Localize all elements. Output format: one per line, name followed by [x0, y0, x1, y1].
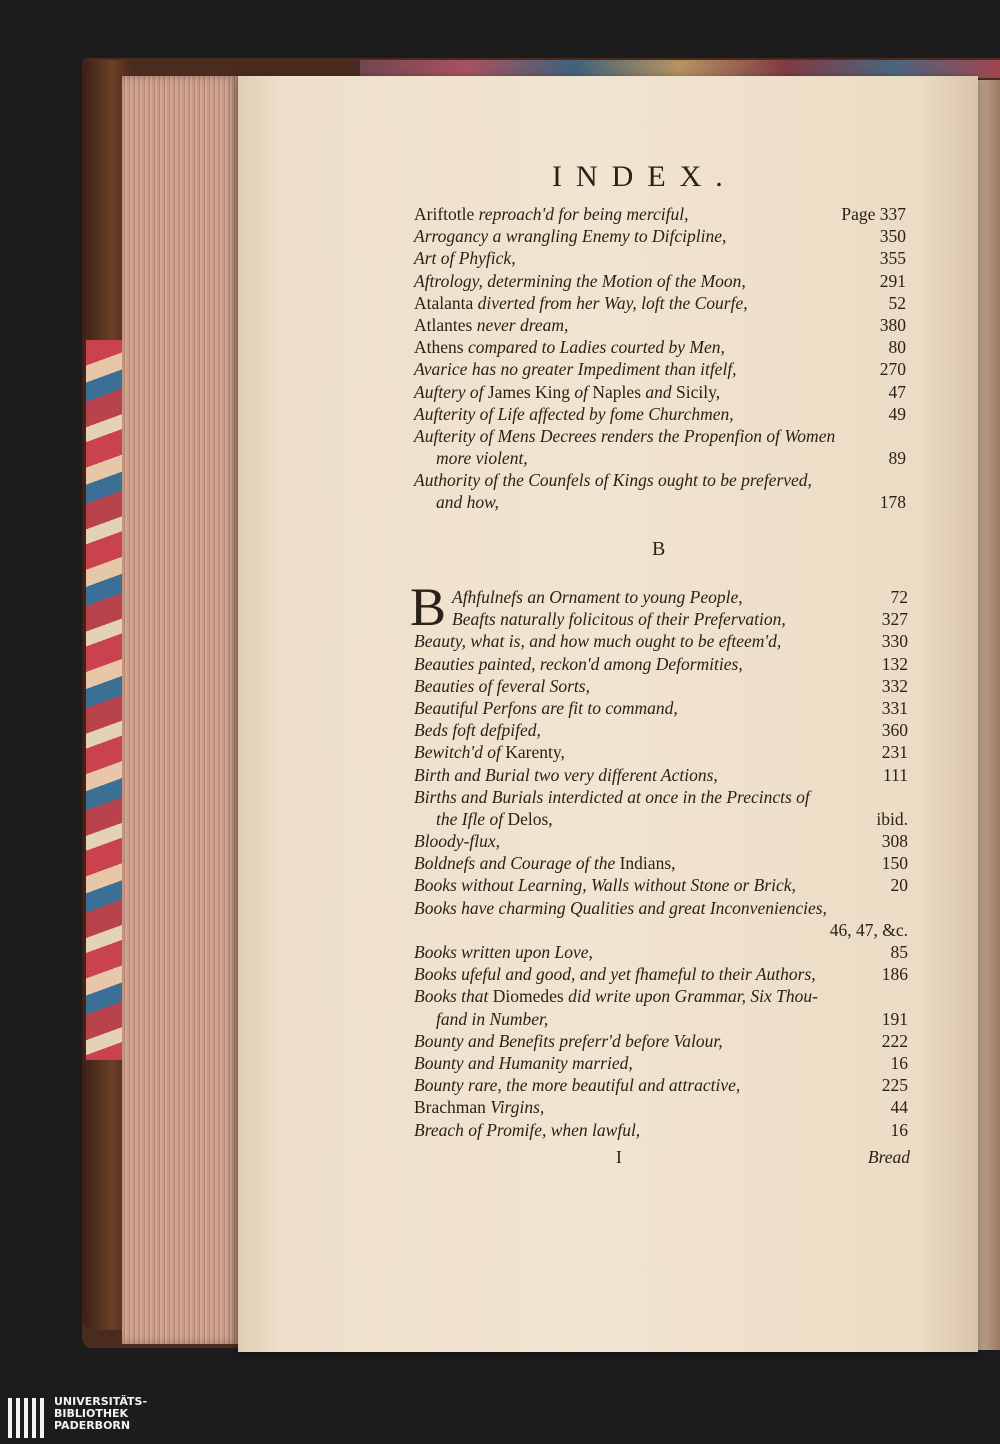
- entry-page-number: 46, 47, &c.: [829, 919, 908, 940]
- entry-term: Authority of the Counfels of Kings ought to be preferved,: [414, 470, 812, 491]
- entry-term: and: [645, 381, 677, 402]
- entry-term: Atalanta: [414, 292, 478, 313]
- index-entry: [414, 630, 908, 652]
- entry-term: Ariftotle: [414, 204, 479, 224]
- index-entry: [414, 225, 906, 247]
- index-entries-a: [414, 203, 906, 514]
- logo-line-2: BIBLIOTHEK: [54, 1407, 129, 1420]
- entry-page-number: 332: [881, 675, 908, 696]
- index-entry: [414, 586, 908, 608]
- entry-term: Births and Burials interdicted at once in the Precincts of: [414, 786, 810, 807]
- entry-term: reproach'd for being merciful,: [478, 204, 689, 224]
- entry-term: Boldnefs and Courage of the: [414, 853, 620, 874]
- index-entry: [414, 1052, 908, 1074]
- index-entry: [414, 675, 908, 697]
- index-entry: [414, 852, 908, 874]
- index-entry: [414, 963, 908, 985]
- index-entry: [414, 1008, 908, 1030]
- entry-page-number: 85: [890, 942, 908, 962]
- index-entry: [414, 270, 906, 292]
- entry-term: Auftery of: [414, 381, 488, 402]
- index-entry: [414, 491, 906, 513]
- entry-term: Beauties painted, reckon'd among Deformities,: [414, 653, 743, 674]
- entry-term: Karenty,: [505, 742, 565, 763]
- index-entry: [414, 919, 908, 941]
- entry-term: Sicily,: [676, 381, 721, 402]
- index-entry: [414, 653, 908, 675]
- index-entry: [414, 336, 906, 358]
- entry-term: Beds foft defpifed,: [414, 720, 541, 741]
- entry-page-number: 330: [881, 631, 908, 652]
- entry-term: Bloody-flux,: [414, 831, 501, 852]
- entry-page-number: 89: [888, 448, 906, 469]
- index-entry: [414, 1096, 908, 1118]
- entry-page-number: 20: [890, 875, 908, 896]
- entry-page-number: 360: [881, 720, 908, 741]
- entry-term: Delos,: [507, 808, 553, 829]
- entry-term: diverted from her Way, loft the Courfe,: [477, 292, 748, 313]
- entry-page-number: 380: [879, 314, 906, 335]
- entry-term: did write upon Grammar, Six Thou-: [568, 986, 818, 1007]
- entry-term: fand in Number,: [436, 1008, 549, 1029]
- entry-term: Athens: [414, 337, 468, 358]
- index-entry: [414, 1030, 908, 1052]
- index-entry: [414, 985, 908, 1007]
- index-entry: [414, 941, 908, 963]
- index-entry: [414, 381, 906, 403]
- index-entry: [414, 786, 908, 808]
- entry-page-number: 355: [879, 248, 906, 269]
- section-letter: B: [652, 538, 666, 560]
- page-header: INDEX.: [552, 160, 737, 193]
- drop-cap: B: [410, 577, 447, 637]
- index-entry: [414, 608, 908, 630]
- entry-term: Virgins,: [490, 1097, 545, 1118]
- entry-term: Aufterity of Mens Decrees renders the Propenfion of Women: [414, 425, 836, 446]
- entry-term: Afhfulnefs an Ornament to young People,: [452, 587, 743, 607]
- index-entry: [414, 403, 906, 425]
- index-entry: [414, 447, 906, 469]
- entry-term: the Ifle of: [436, 808, 508, 829]
- index-entry: [414, 874, 908, 896]
- entry-page-number: 327: [881, 609, 908, 630]
- entry-term: never dream,: [476, 314, 569, 335]
- index-entry: [414, 247, 906, 269]
- index-entry: [414, 203, 906, 225]
- index-entry: [414, 764, 908, 786]
- entry-page-number: 191: [881, 1008, 908, 1029]
- entry-term: Beauty, what is, and how much ought to be efteem'd,: [414, 631, 782, 652]
- entry-term: Atlantes: [414, 314, 477, 335]
- entry-term: Diomedes: [492, 986, 569, 1007]
- index-entry: [414, 292, 906, 314]
- entry-term: Bounty rare, the more beautiful and attractive,: [414, 1075, 741, 1096]
- entry-term: Arrogancy a wrangling Enemy to Difcipline,: [414, 226, 727, 247]
- entry-term: Breach of Promife, when lawful,: [414, 1119, 641, 1140]
- entry-page-number: 222: [881, 1030, 908, 1051]
- index-entry: [414, 425, 906, 447]
- entry-term: Bounty and Humanity married,: [414, 1052, 633, 1073]
- logo-line-1: UNIVERSITÄTS-: [54, 1395, 148, 1408]
- entry-page-number: 291: [879, 270, 906, 291]
- entry-term: Books written upon Love,: [414, 942, 593, 962]
- page-edges: [122, 76, 240, 1344]
- entry-page-number: 178: [879, 492, 906, 513]
- entry-term: Birth and Burial two very different Actions,: [414, 764, 718, 785]
- index-entry: [414, 897, 908, 919]
- entry-term: and how,: [436, 492, 499, 513]
- entry-term: Beauties of feveral Sorts,: [414, 675, 590, 696]
- entry-term: Bounty and Benefits preferr'd before Valour,: [414, 1030, 723, 1051]
- entry-term: Indians,: [619, 853, 676, 874]
- entry-term: Books without Learning, Walls without Stone or Brick,: [414, 875, 796, 896]
- entry-page-number: 44: [890, 1097, 908, 1118]
- entry-page-number: 16: [890, 1052, 908, 1073]
- logo-line-3: PADERBORN: [54, 1419, 131, 1432]
- entry-term: Avarice has no greater Impediment than itfelf,: [414, 359, 737, 380]
- index-entry: [414, 808, 908, 830]
- entry-term: Brachman: [414, 1097, 491, 1118]
- entry-term: Aftrology, determining the Motion of the Moon,: [414, 270, 746, 291]
- library-logo-icon: [8, 1398, 46, 1438]
- entry-page-number: 270: [879, 359, 906, 380]
- entry-term: Art of Phyfick,: [414, 248, 516, 269]
- entry-page-number: 49: [888, 403, 906, 424]
- entry-page-number: 52: [888, 292, 906, 313]
- entry-page-number: 111: [883, 764, 908, 785]
- index-entry: [414, 830, 908, 852]
- entry-term: James King: [487, 381, 575, 402]
- entry-page-number: 80: [888, 337, 906, 358]
- entry-page-number: 331: [881, 697, 908, 718]
- index-entry: [414, 741, 908, 763]
- index-entry: [414, 358, 906, 380]
- entry-page-number: Page 337: [841, 204, 906, 224]
- index-entry: [414, 697, 908, 719]
- entry-term: of: [574, 381, 593, 402]
- entry-page-number: 150: [881, 853, 908, 874]
- library-logo-text: [54, 1396, 147, 1432]
- index-entry: [414, 719, 908, 741]
- entry-page-number: 225: [881, 1075, 908, 1096]
- catchword: Bread: [867, 1147, 910, 1167]
- index-entries-b: [414, 586, 908, 1141]
- entry-term: Bewitch'd of: [414, 742, 506, 763]
- entry-page-number: ibid.: [876, 808, 908, 829]
- entry-term: Beautiful Perfons are fit to command,: [414, 697, 678, 718]
- entry-term: Books that: [414, 986, 493, 1007]
- entry-term: more violent,: [436, 448, 528, 469]
- entry-term: Beafts naturally folicitous of their Prefervation,: [452, 609, 786, 630]
- entry-term: Naples: [592, 381, 646, 402]
- entry-term: Books ufeful and good, and yet fhameful to their Authors,: [414, 964, 816, 985]
- entry-page-number: 231: [881, 742, 908, 763]
- entry-term: Aufterity of Life affected by fome Churchmen,: [414, 403, 734, 424]
- entry-page-number: 72: [890, 587, 908, 607]
- marbled-endpaper-left: [86, 340, 126, 1060]
- footer-bar: [0, 1392, 1000, 1444]
- index-entry: [414, 1074, 908, 1096]
- index-entry: [414, 314, 906, 336]
- entry-page-number: 308: [881, 831, 908, 852]
- entry-page-number: 47: [888, 381, 906, 402]
- entry-page-number: 16: [890, 1119, 908, 1140]
- entry-term: compared to Ladies courted by Men,: [467, 337, 725, 358]
- entry-page-number: 186: [881, 964, 908, 985]
- entry-term: Books have charming Qualities and great Inconveniencies,: [414, 897, 827, 918]
- index-entry: [414, 1119, 908, 1141]
- entry-page-number: 132: [881, 653, 908, 674]
- index-entry: [414, 469, 906, 491]
- entry-page-number: 350: [879, 226, 906, 247]
- signature-mark: I: [616, 1147, 622, 1167]
